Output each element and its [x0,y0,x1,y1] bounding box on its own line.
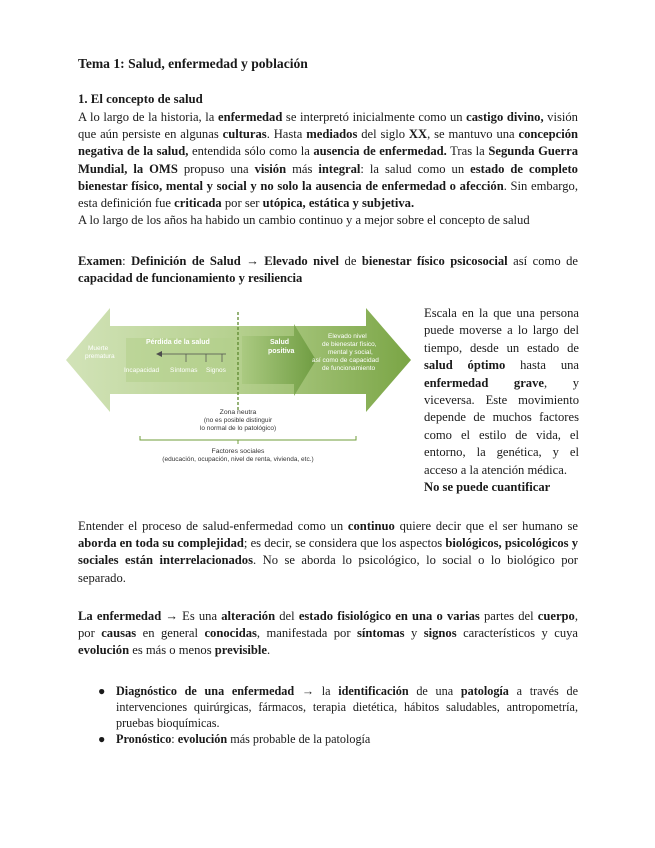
prognosis-text: Pronóstico: evolución más probable de la patología [116,732,371,746]
symptoms-label: Síntomas [170,367,198,374]
scale-text: Escala en la que una persona puede moverse a lo largo del tiempo, desde un estado de salud óptimo hasta una enfermedad grave, y viceversa. Este movimiento depende de muchos factores como el estilo de vida, el entorno, la genética, y el acceso a la atención médica. [424,306,580,477]
neutral-zone-desc-1: (no es posible distinguir [203,417,273,424]
social-factors-title: Factores sociales [211,448,265,455]
health-continuum-diagram [66,298,414,470]
neutral-zone-title: Zona neutra [219,409,257,416]
exam-definition: Examen: Definición de Salud → Elevado nivel de bienestar físico psicosocial así como de capacidad de funcionamiento y resiliencia [78,254,578,286]
list-item [78,683,578,731]
social-factors-bracket [140,436,356,440]
paragraph-change: A lo largo de los años ha habido un cambio continuo y a mejor sobre el concepto de salud [78,213,530,228]
diagnosis-text: Diagnóstico de una enfermedad → la identificación de una patología a través de intervenciones quirúrgicas, fármacos, terapia dietética, hábitos saludables, antropometría, pruebas bioquímicas. [116,684,579,730]
high-level-label-2: de bienestar físico, [322,341,377,348]
high-level-label-4: así como de capacidad [312,357,379,364]
bullet-icon: ● [98,732,106,746]
disease-definition: La enfermedad → Es una alteración del estado fisiológico en una o varias partes del cuerpo, por causas en general conocidas, manifestada por síntomas y signos característicos y cuya evolución es más o menos previsible. [78,609,579,658]
page-title: Tema 1: Salud, enfermedad y población [78,56,308,71]
positive-health-label-1: Salud [270,339,290,346]
scale-note: No se puede cuantificar [424,480,551,495]
signs-label: Signos [206,367,226,374]
high-level-label-3: mental y social, [328,349,373,356]
list-item [78,731,578,747]
premature-death-label-2: prematura [85,353,115,360]
health-continuum-figure [66,298,414,470]
high-level-label-1: Elevado nivel [328,333,367,340]
scale-description [424,305,579,496]
social-factors-desc: (educación, ocupación, nivel de renta, vivienda, etc.) [162,456,314,463]
premature-death-label-1: Muerte [88,345,109,352]
continuum-paragraph: Entender el proceso de salud-enfermedad como un continuo quiere decir que el ser humano se aborda en toda su complejidad; es decir, se considera que los aspectos biológicos, psicológicos y sociales están interrelacionados. No se aborda lo psicológico, lo social o lo biológico por separado. [78,519,579,585]
intro-paragraph [78,109,578,229]
section-heading: 1. El concepto de salud [78,92,203,106]
high-level-label-5: de funcionamiento [322,365,376,372]
paragraph-history: A lo largo de la historia, la enfermedad se interpretó inicialmente como un castigo divino, visión que aún persiste en algunas culturas. Hasta mediados del siglo XX, se mantuvo una concepción negativa de la salud, entendida sólo como la ausencia de enfermedad. Tras la Segunda Guerra Mundial, la OMS propuso una visión más integral: la salud como un estado de completo bienestar físico, mental y social y no solo la ausencia de enfermedad o afección. Sin embargo, esta definición fue criticada por ser utópica, estática y subjetiva. [78,110,578,211]
incapacity-label: Incapacidad [124,367,160,374]
positive-health-label-2: positiva [268,348,295,355]
bullet-list [78,683,578,747]
health-loss-label: Pérdida de la salud [146,339,210,346]
neutral-zone-desc-2: lo normal de lo patológico) [199,425,277,432]
bullet-icon: ● [98,684,106,698]
